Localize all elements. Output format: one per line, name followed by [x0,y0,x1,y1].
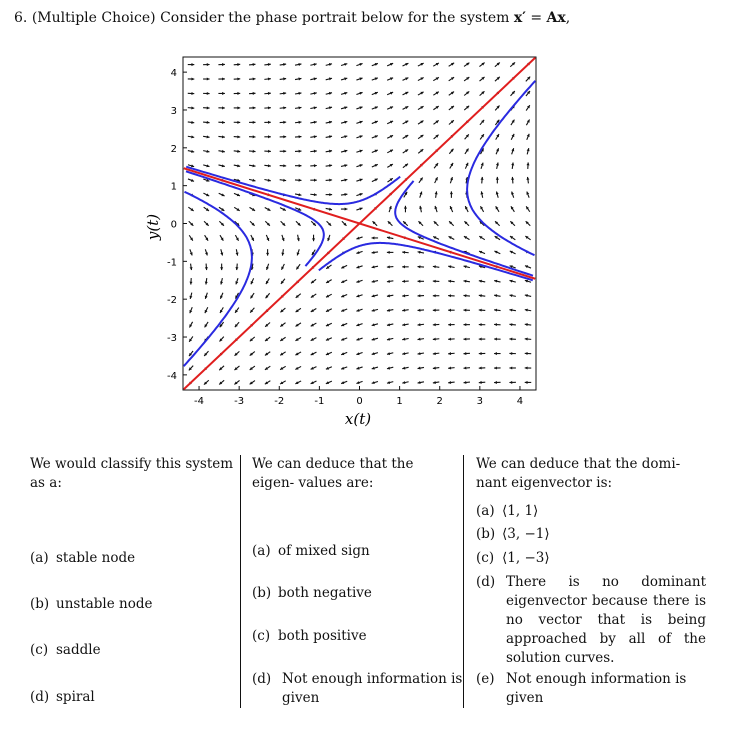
eigenvector-option-b[interactable]: (b) ⟨3, −1⟩ [476,526,550,542]
classify-option-c[interactable]: (c) saddle [30,642,101,658]
eigenvalues-option-a[interactable]: (a) of mixed sign [252,543,370,559]
x-tick-label: -4 [194,396,205,407]
y-tick-label: 0 [170,219,177,231]
question-text-end: , [565,10,571,26]
eigenvector-prompt: We can deduce that the domi- nant eigenvector is: [476,456,681,491]
y-tick-label: 1 [170,181,177,193]
question-number: 6. [14,10,28,26]
eigenvector-option-e[interactable]: (e) Not enough information is given [476,671,687,706]
column-divider-1 [240,455,241,708]
x-axis-label: x(t) [344,410,372,428]
y-tick-label: -3 [167,333,177,345]
eigenvector-option-c[interactable]: (c) ⟨1, −3⟩ [476,550,550,566]
x-tick-label: 3 [476,396,484,407]
eigenvalues-prompt: We can deduce that the eigen- values are: [252,456,414,491]
y-tick-label: -2 [167,295,177,307]
y-tick-label: -1 [167,257,177,269]
x-tick-label: -3 [234,396,245,407]
y-tick-label: 4 [170,68,177,80]
eigenvalues-option-b[interactable]: (b) both negative [252,585,372,601]
x-tick-label: -2 [274,396,285,407]
y-axis-label: y(t) [144,213,162,241]
system-eq: = [525,10,547,26]
question-text: Consider the phase portrait below for the system [160,10,514,26]
classify-option-a[interactable]: (a) stable node [30,550,136,566]
x-tick-label: 1 [396,396,403,407]
classify-option-d[interactable]: (d) spiral [30,689,95,705]
eigenvalues-option-d[interactable]: (d) Not enough information is given [252,671,463,706]
classify-option-b[interactable]: (b) unstable node [30,596,153,612]
y-tick-label: -4 [167,370,177,382]
question-type: (Multiple Choice) [31,10,156,26]
y-tick-label: 3 [170,105,177,117]
eigenvalues-option-c[interactable]: (c) both positive [252,628,367,644]
system-lhs: x′ [513,10,526,26]
classify-column [30,455,235,705]
eigenvalues-column [252,455,463,706]
system-rhs: Ax [546,10,566,26]
x-tick-label: 4 [516,396,524,407]
x-tick-label: 2 [436,396,443,407]
eigenvector-option-a[interactable]: (a) ⟨1, 1⟩ [476,503,539,519]
eigenvector-option-d[interactable]: (d) There is no dominant eigenvector because there is no vector that is being approached by all of the solution curves. [476,574,706,666]
x-tick-label: 0 [356,396,363,407]
y-tick-label: 2 [170,143,177,155]
eigenvector-column [476,455,706,706]
classify-prompt: We would classify this system as a: [30,456,234,491]
x-tick-label: -1 [314,396,325,407]
